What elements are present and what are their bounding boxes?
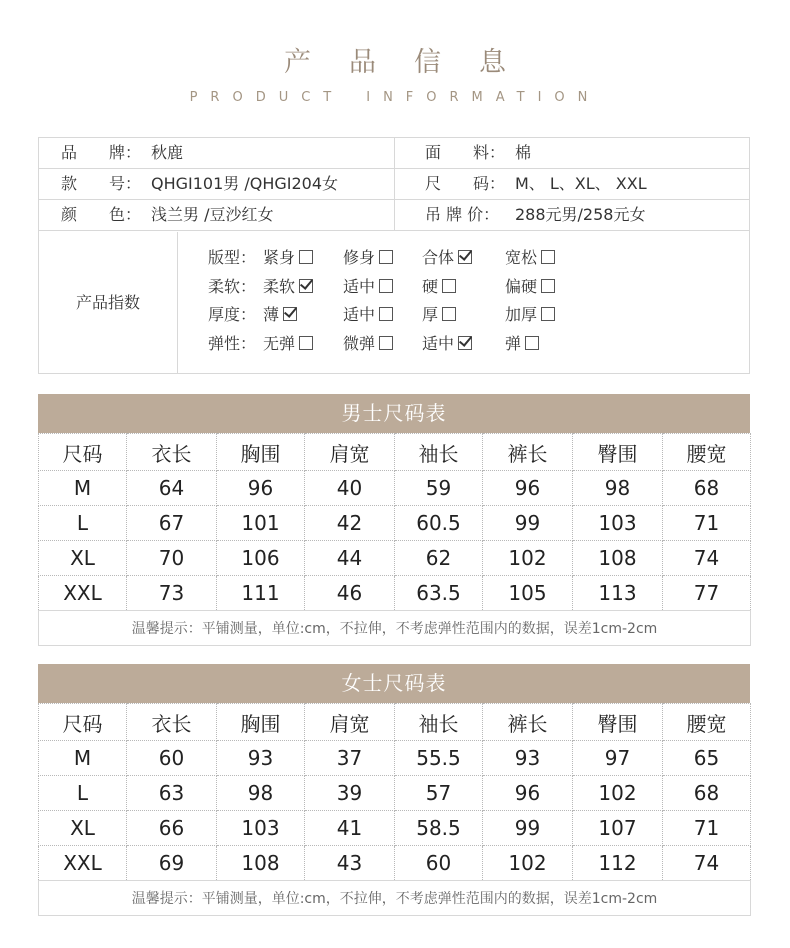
measure-cell: 71 (663, 811, 751, 846)
measure-cell: 60 (127, 741, 217, 776)
index-option-label: 适中 (343, 276, 376, 296)
measure-cell: 64 (127, 471, 217, 506)
index-option (263, 330, 313, 358)
table-row (39, 741, 751, 776)
index-option (505, 273, 555, 301)
measure-cell: 77 (663, 576, 751, 611)
table-row (39, 776, 751, 811)
table-row (39, 541, 751, 576)
column-header: 裤长 (483, 704, 573, 741)
measure-cell: 98 (573, 471, 663, 506)
product-info-table (38, 137, 750, 374)
measure-cell: 67 (127, 506, 217, 541)
measure-cell: 59 (395, 471, 483, 506)
measure-cell: 62 (395, 541, 483, 576)
color-value: 浅兰男 /豆沙红女 (151, 205, 274, 224)
page-title: 产品信息 (284, 47, 544, 78)
table-row (39, 811, 751, 846)
women-size-title: 女士尺码表 (38, 664, 750, 703)
checked-checkbox[interactable] (299, 279, 313, 293)
measure-cell: 40 (305, 471, 395, 506)
measure-cell: 37 (305, 741, 395, 776)
measure-cell: 43 (305, 846, 395, 881)
fabric-value: 棉 (515, 143, 532, 162)
product-index-area (178, 232, 750, 374)
measure-cell: 57 (395, 776, 483, 811)
measure-cell: 66 (127, 811, 217, 846)
table-row (39, 576, 751, 611)
column-header: 肩宽 (305, 704, 395, 741)
measure-cell: 96 (217, 471, 305, 506)
unchecked-checkbox[interactable] (541, 279, 555, 293)
index-option (505, 330, 539, 358)
men-size-table (38, 433, 751, 646)
measure-cell: 103 (217, 811, 305, 846)
index-option-label: 适中 (422, 333, 455, 353)
measure-cell: 93 (483, 741, 573, 776)
unchecked-checkbox[interactable] (299, 250, 313, 264)
column-header: 腰宽 (663, 704, 751, 741)
measure-cell: 41 (305, 811, 395, 846)
measure-cell: 46 (305, 576, 395, 611)
size-label-cell: XL (39, 811, 127, 846)
size-label-cell: XL (39, 541, 127, 576)
column-header: 裤长 (483, 434, 573, 471)
measure-cell: 69 (127, 846, 217, 881)
measure-cell: 106 (217, 541, 305, 576)
unchecked-checkbox[interactable] (442, 279, 456, 293)
size-key: 尺 码： (425, 174, 506, 193)
unchecked-checkbox[interactable] (525, 336, 539, 350)
column-header: 尺码 (39, 704, 127, 741)
measure-cell: 98 (217, 776, 305, 811)
table-header-row (39, 704, 751, 741)
index-option (343, 244, 393, 272)
measure-cell: 73 (127, 576, 217, 611)
checked-checkbox[interactable] (458, 250, 472, 264)
index-option-label: 厚 (422, 305, 439, 324)
table-header-row (39, 434, 751, 471)
index-option (422, 244, 472, 272)
measure-cell: 101 (217, 506, 305, 541)
index-option-label: 硬 (422, 276, 439, 296)
unchecked-checkbox[interactable] (379, 336, 393, 350)
index-option-label: 修身 (343, 248, 376, 267)
index-option-label: 微弹 (343, 333, 376, 353)
size-value: M、 L、XL、 XXL (515, 174, 647, 193)
model-value: QHGI101男 /QHGI204女 (151, 174, 339, 193)
size-label-cell: L (39, 776, 127, 811)
measure-cell: 112 (573, 846, 663, 881)
checked-checkbox[interactable] (458, 336, 472, 350)
index-option-label: 适中 (343, 305, 376, 324)
index-option (422, 273, 456, 301)
measure-cell: 108 (573, 541, 663, 576)
measure-cell: 39 (305, 776, 395, 811)
measure-cell: 102 (573, 776, 663, 811)
index-row-label: 厚度： (208, 305, 257, 324)
column-header: 衣长 (127, 704, 217, 741)
measure-cell: 97 (573, 741, 663, 776)
unchecked-checkbox[interactable] (541, 250, 555, 264)
info-row-color (39, 200, 749, 231)
column-header: 臀围 (573, 704, 663, 741)
column-header: 袖长 (395, 704, 483, 741)
fabric-key: 面 料： (425, 143, 506, 162)
index-option (263, 301, 297, 329)
measure-cell: 68 (663, 776, 751, 811)
info-row-model (39, 169, 749, 200)
measure-cell: 63.5 (395, 576, 483, 611)
index-option (343, 301, 393, 329)
index-option-label: 合体 (422, 248, 455, 267)
index-option (263, 273, 313, 301)
measure-cell: 44 (305, 541, 395, 576)
unchecked-checkbox[interactable] (379, 307, 393, 321)
table-row (39, 846, 751, 881)
measure-cell: 58.5 (395, 811, 483, 846)
page-subtitle (0, 90, 790, 105)
index-option (505, 244, 555, 272)
unchecked-checkbox[interactable] (541, 307, 555, 321)
measure-cell: 74 (663, 541, 751, 576)
index-option-label: 宽松 (505, 248, 538, 267)
measure-cell: 70 (127, 541, 217, 576)
measure-cell: 71 (663, 506, 751, 541)
measure-cell: 55.5 (395, 741, 483, 776)
measure-cell: 111 (217, 576, 305, 611)
measure-cell: 65 (663, 741, 751, 776)
column-header: 衣长 (127, 434, 217, 471)
product-index-label: 产品指数 (39, 232, 178, 374)
measure-cell: 99 (483, 506, 573, 541)
measure-cell: 113 (573, 576, 663, 611)
unchecked-checkbox[interactable] (379, 250, 393, 264)
model-key: 款 号： (61, 174, 142, 193)
index-option (263, 244, 313, 272)
color-key: 颜 色： (61, 205, 142, 224)
index-option-label: 无弹 (263, 333, 296, 353)
index-row-label: 柔软： (208, 276, 257, 296)
column-header: 腰宽 (663, 434, 751, 471)
index-option-label: 柔软 (263, 276, 296, 296)
index-row-label: 版型： (208, 248, 257, 267)
measure-cell: 60 (395, 846, 483, 881)
column-header: 胸围 (217, 704, 305, 741)
measure-cell: 105 (483, 576, 573, 611)
index-option-label: 紧身 (263, 248, 296, 267)
measure-cell: 102 (483, 541, 573, 576)
column-header: 肩宽 (305, 434, 395, 471)
table-row (39, 506, 751, 541)
size-note: 温馨提示：平铺测量，单位:cm，不拉伸，不考虑弹性范围内的数据，误差1cm-2cm (39, 881, 751, 916)
unchecked-checkbox[interactable] (379, 279, 393, 293)
size-label-cell: M (39, 741, 127, 776)
checked-checkbox[interactable] (283, 307, 297, 321)
measure-cell: 68 (663, 471, 751, 506)
measure-cell: 42 (305, 506, 395, 541)
size-label-cell: XXL (39, 576, 127, 611)
index-option (343, 330, 393, 358)
measure-cell: 99 (483, 811, 573, 846)
size-label-cell: L (39, 506, 127, 541)
price-key: 吊 牌 价： (425, 205, 500, 224)
unchecked-checkbox[interactable] (299, 336, 313, 350)
men-size-title: 男士尺码表 (38, 394, 750, 433)
unchecked-checkbox[interactable] (442, 307, 456, 321)
info-row-brand (39, 138, 749, 169)
women-size-table (38, 703, 751, 916)
measure-cell: 96 (483, 471, 573, 506)
measure-cell: 102 (483, 846, 573, 881)
index-option (422, 301, 456, 329)
measure-cell: 63 (127, 776, 217, 811)
size-label-cell: M (39, 471, 127, 506)
table-row (39, 471, 751, 506)
measure-cell: 93 (217, 741, 305, 776)
index-option (422, 330, 472, 358)
size-label-cell: XXL (39, 846, 127, 881)
brand-key: 品 牌： (61, 143, 142, 162)
column-header: 袖长 (395, 434, 483, 471)
subtitle-word-1: PRODUCT (189, 90, 345, 105)
measure-cell: 60.5 (395, 506, 483, 541)
brand-value: 秋鹿 (151, 143, 184, 162)
measure-cell: 74 (663, 846, 751, 881)
measure-cell: 107 (573, 811, 663, 846)
size-note: 温馨提示：平铺测量，单位:cm，不拉伸，不考虑弹性范围内的数据，误差1cm-2cm (39, 611, 751, 646)
column-header: 尺码 (39, 434, 127, 471)
index-option (343, 273, 393, 301)
men-size-chart (38, 394, 750, 646)
price-value: 288元男/258元女 (515, 205, 646, 224)
index-option-label: 弹 (505, 333, 522, 353)
subtitle-word-2: INFORMATION (366, 90, 601, 105)
measure-cell: 103 (573, 506, 663, 541)
measure-cell: 96 (483, 776, 573, 811)
index-option (505, 301, 555, 329)
column-header: 臀围 (573, 434, 663, 471)
column-header: 胸围 (217, 434, 305, 471)
index-option-label: 薄 (263, 305, 280, 324)
index-option-label: 加厚 (505, 305, 538, 324)
index-option-label: 偏硬 (505, 276, 538, 296)
index-row-label: 弹性： (208, 333, 257, 353)
women-size-chart (38, 664, 750, 916)
measure-cell: 108 (217, 846, 305, 881)
